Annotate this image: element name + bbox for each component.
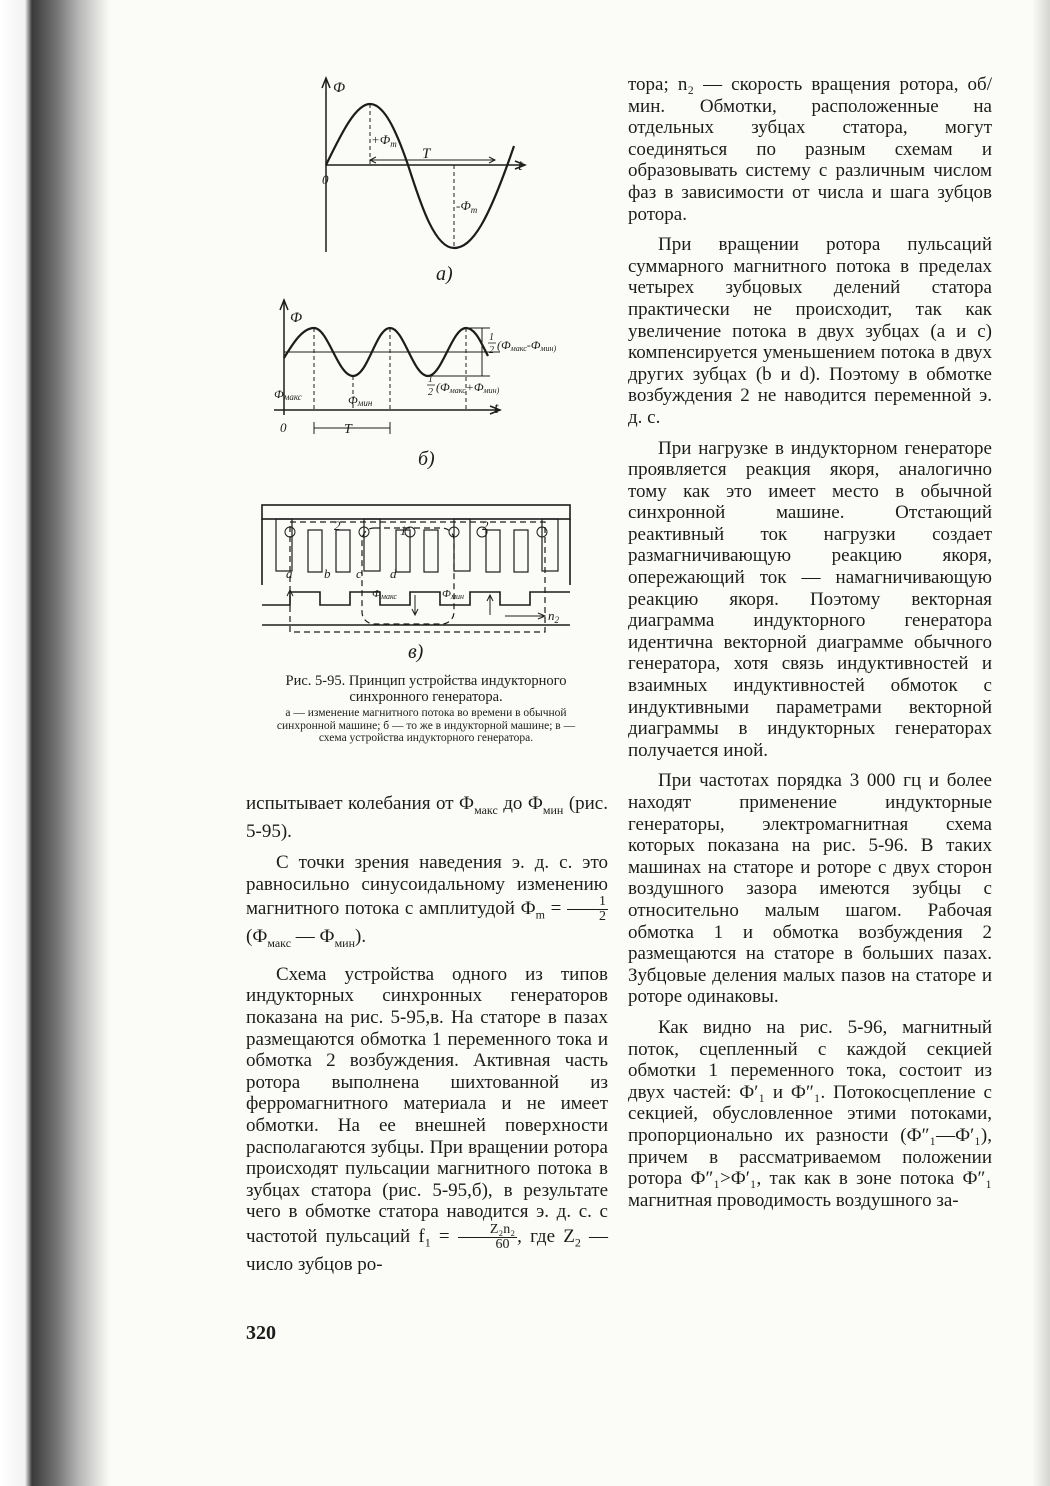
panel-b-pulsating-plot bbox=[274, 300, 556, 470]
tooth-c-label: c bbox=[356, 566, 362, 581]
page-number: 320 bbox=[246, 1322, 276, 1344]
panel-b-caption: б) bbox=[418, 448, 435, 470]
figure-caption-title: Рис. 5-95. Принцип устройства индукторного синхронного генератора. bbox=[285, 673, 567, 705]
left-paragraph-1: испытывает колебания от $Ф_{макс}$ до $Ф_{мин}$ (рис. 5-95). bbox=[246, 793, 608, 843]
panel-a-amp-neg-label: $-Ф_m$ bbox=[456, 198, 478, 215]
panel-b-period-label: T bbox=[344, 422, 352, 437]
panel-c-caption: в) bbox=[408, 641, 424, 663]
right-paragraph-2: При нагрузке в индукторном генераторе проявляется реакция якоря, аналогично тому как это имеет место в обычной синхронной машине. Отстающий реактивный ток нагрузки создает размагничивающую реакцию якоря, опережающий ток — намагничивающую реакцию якоря. Поэтому векторная диаграмма индукторного генератора идентична векторной диаграмме обычного генератора, хотя связь индуктивностей и взаимных индуктивностей обмоток с индуктивными параметрами векторной диаграммы в индукторных генераторах получается иной. bbox=[628, 437, 992, 761]
svg-text:2: 2 bbox=[489, 345, 494, 356]
figure-drawing bbox=[250, 60, 605, 670]
rotor-speed-label: $n_2$ bbox=[548, 608, 559, 625]
svg-text:1: 1 bbox=[489, 332, 494, 343]
left-paragraph-2: С точки зрения наведения э. д. с. это равносильно синусоидальному изменению магнитного потока с амплитудой $Ф_m$ = $\frac{1}{2}$ ($Ф_{макс}$ — $Ф_{мин}$). bbox=[246, 851, 608, 951]
left-paragraph-3: Схема устройства одного из типов индукторных синхронных генераторов показана на рис. 5-95,в. На статоре в пазах размещаются обмотка 1 переменного тока и обмотка 2 возбуждения. Активная часть ротора выполнена шихтованной из ферромагнитного материала и не имеет обмотки. На ее внешней поверхности располагаются зубцы. При вращении ротора происходят пульсации магнитного потока в зубцах статора (рис. 5-95,б), в результате чего в обмотке статора наводится э. д. с. с частотой пульсаций $f_1$ = $\frac{\text{Z₂n₂}}{60}$ , где $Z_2$ — число зубцов ро- bbox=[246, 963, 609, 1276]
panel-a-sine-plot bbox=[322, 78, 525, 285]
right-text-column bbox=[628, 74, 992, 1211]
panel-a-amp-pos-label: $+Ф_m$ bbox=[371, 132, 397, 149]
right-paragraph-3: При частотах порядка 3 000 гц и более находят применение индукторные генераторы, электромагнитная схема которых показана на рис. 5-96. В таких машинах на статоре и роторе с двух сторон воздушного зазора имеются зубцы с относительно малым шагом. Рабочая обмотка 1 и обмотка возбуждения 2 размещаются на статоре в больших пазах. Зубцовые деления малых пазов на статоре и роторе одинаковы. bbox=[628, 770, 992, 1008]
panel-a-x-axis-label: t bbox=[518, 157, 523, 174]
winding-2-right-label: 2 bbox=[482, 518, 489, 533]
right-paragraph-0: тора; n₂ — скорость вращения ротора, об/мин. Обмотки, расположенные на отдельных зубцах статора, могут соединяться по разным схемам и образовывать систему с различным числом фаз в зависимости от числа и шага зубцов ротора. bbox=[628, 74, 992, 225]
figure-caption bbox=[262, 673, 590, 745]
figure-5-95 bbox=[250, 60, 605, 780]
panel-b-y-axis-label: Ф bbox=[290, 310, 303, 326]
panel-a-y-axis-label: Ф bbox=[333, 80, 346, 96]
right-paragraph-4: Как видно на рис. 5-96, магнитный поток, сцепленный с каждой секцией обмотки 1 переменного тока, состоит из двух частей: Ф′₁ и Ф″₁. Потокосцепление с секцией, обусловленное этими потоками, пропорционально их разности (Ф″₁—Ф′₁), причем в рассматриваемом положении ротора Ф″₁>Ф′₁, так как в зоне потока Ф″₁ магнитная проводимость воздушного за- bbox=[628, 1016, 992, 1211]
figure-caption-text: а — изменение магнитного потока во времени в обычной синхронной машине; б — то же в индукторной машине; в — схема устройства индукторного генератора. bbox=[276, 707, 576, 744]
panel-b-origin: 0 bbox=[280, 420, 287, 435]
svg-text:(Фмакс-Фмин): (Фмакс-Фмин) bbox=[497, 338, 557, 353]
panel-a-caption: а) bbox=[436, 263, 453, 285]
fraction-frequency: $\frac{\text{Z₂n₂}}{60}$ bbox=[458, 1223, 517, 1252]
right-paragraph-1: При вращении ротора пульсаций суммарного магнитного потока в пределах четырех зубцовых делений статора практически не происходит, так как увеличение потока в двух зубцах (а и с) компенсируется уменьшением потока в двух других зубцах (b и d). Поэтому в обмотке возбуждения 2 не наводится переменной э. д. с. bbox=[628, 234, 992, 428]
tooth-a-label: a bbox=[286, 566, 293, 581]
panel-b-x-axis-label: t bbox=[494, 400, 499, 417]
flux-min-label: Фмин bbox=[442, 588, 464, 601]
page-edge-shadow bbox=[1032, 0, 1050, 1486]
panel-a-period-label: T bbox=[422, 146, 431, 162]
panel-b-max-label: Фмакс bbox=[274, 387, 302, 402]
panel-b-half-sum-label bbox=[427, 374, 500, 398]
panel-c-generator-schematic bbox=[262, 505, 570, 663]
fraction-one-half: $\frac{1}{2}$ bbox=[567, 895, 608, 924]
tooth-b-label: b bbox=[324, 566, 331, 581]
flux-max-label: Фмакс bbox=[372, 588, 397, 601]
svg-text:2: 2 bbox=[428, 387, 433, 398]
svg-text:1: 1 bbox=[428, 374, 433, 385]
winding-2-left-label: 2 bbox=[334, 518, 341, 533]
winding-1-label: 1 bbox=[400, 523, 407, 538]
left-text-column bbox=[246, 793, 608, 1276]
panel-b-min-label: Фмин bbox=[348, 393, 373, 408]
svg-text:(Фмакс+Фмин): (Фмакс+Фмин) bbox=[436, 380, 500, 395]
book-spine-shadow bbox=[0, 0, 110, 1486]
panel-a-origin: 0 bbox=[322, 172, 329, 187]
tooth-d-label: d bbox=[390, 566, 397, 581]
